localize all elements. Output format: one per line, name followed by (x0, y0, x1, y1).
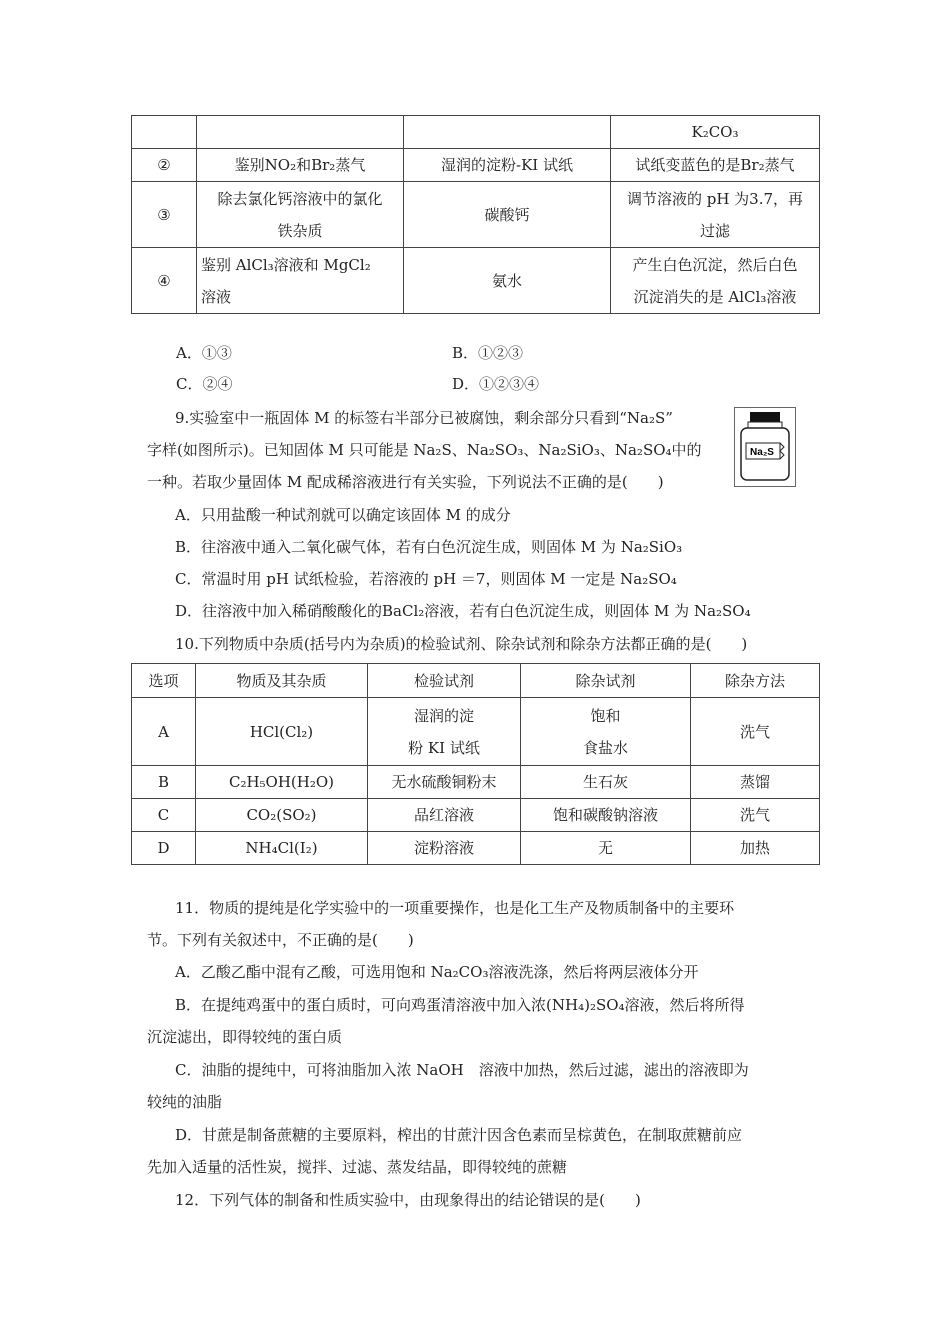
table-row (132, 116, 820, 149)
q9-stem-line3: 一种。若取少量固体 M 配成稀溶液进行有关实验，下列说法不正确的是( ) (147, 473, 664, 491)
cell-line: 鉴别 AlCl₃溶液和 MgCl₂ (201, 255, 371, 274)
header-removal-reagent: 除杂试剂 (521, 664, 691, 698)
q9-option-b: B．往溶液中通入二氧化碳气体，若有白色沉淀生成，则固体 M 为 Na₂SiO₃ (175, 538, 683, 556)
cell-removal-method: 加热 (691, 832, 820, 865)
q12-stem: 12．下列气体的制备和性质实验中，由现象得出的结论错误的是( ) (175, 1191, 641, 1209)
cell-removal-reagent: 无 (521, 832, 691, 865)
reagent-table-continued (131, 115, 820, 314)
cell-line: 铁杂质 (277, 221, 323, 240)
bottle-label-text: Na₂S (750, 447, 774, 458)
q9-option-a: A．只用盐酸一种试剂就可以确定该固体 M 的成分 (175, 506, 511, 524)
q11-option-c-line1: C．油脂的提纯中，可将油脂加入浓 NaOH 溶液中加热，然后过滤，滤出的溶液即为 (175, 1061, 749, 1079)
q11-option-c-line2: 较纯的油脂 (147, 1093, 223, 1111)
q11-stem-line2: 节。下列有关叙述中，不正确的是( ) (147, 931, 414, 949)
cell-result (611, 248, 820, 314)
cell-test-reagent: 无水硫酸铜粉末 (368, 766, 521, 799)
cell-result: K₂CO₃ (611, 116, 820, 149)
cell-reagent (404, 116, 611, 149)
cell-test-reagent: 淀粉溶液 (368, 832, 521, 865)
cell-substance: CO₂(SO₂) (196, 799, 368, 832)
q9-stem-line2: 字样(如图所示)。已知固体 M 只可能是 Na₂S、Na₂SO₃、Na₂SiO₃、Na₂SO₄中的 (147, 441, 702, 459)
cell-num: ③ (132, 182, 197, 248)
cell-purpose (197, 248, 404, 314)
q9-option-d: D．往溶液中加入稀硝酸酸化的BaCl₂溶液，若有白色沉淀生成，则固体 M 为 Na₂SO₄ (175, 602, 751, 620)
q8-option-c: C．②④ (176, 375, 233, 393)
cell-num (132, 116, 197, 149)
cell-option: C (132, 799, 196, 832)
cell-test-reagent: 品红溶液 (368, 799, 521, 832)
q9-stem-line1: 9.实验室中一瓶固体 M 的标签右半部分已被腐蚀，剩余部分只看到“Na₂S” (175, 409, 673, 427)
cell-option: A (132, 698, 196, 766)
cell-purpose (197, 116, 404, 149)
cell-num: ④ (132, 248, 197, 314)
cell-removal-reagent (521, 698, 691, 766)
cell-line: 粉 KI 试纸 (408, 738, 480, 757)
q8-option-a: A．①③ (176, 344, 232, 362)
cell-line: 溶液 (201, 287, 232, 306)
cell-test-reagent (368, 698, 521, 766)
cell-removal-reagent: 生石灰 (521, 766, 691, 799)
cell-removal-method: 蒸馏 (691, 766, 820, 799)
cell-reagent: 氨水 (404, 248, 611, 314)
q11-option-d-line1: D．甘蔗是制备蔗糖的主要原料，榨出的甘蔗汁因含色素而呈棕黄色，在制取蔗糖前应 (175, 1126, 743, 1144)
cell-line: 产生白色沉淀，然后白色 (632, 255, 798, 274)
cell-removal-method: 洗气 (691, 799, 820, 832)
cell-line: 湿润的淀 (413, 706, 474, 725)
cell-num: ② (132, 149, 197, 182)
q11-option-b-line1: B．在提纯鸡蛋中的蛋白质时，可向鸡蛋清溶液中加入浓(NH₄)₂SO₄溶液，然后将所得 (175, 996, 745, 1014)
cell-purpose: 鉴别NO₂和Br₂蒸气 (197, 149, 404, 182)
table-row (132, 182, 820, 248)
header-substance: 物质及其杂质 (196, 664, 368, 698)
cell-line: 调节溶液的 pH 为3.7，再 (626, 189, 804, 208)
impurity-table (131, 663, 820, 865)
q11-option-b-line2: 沉淀滤出，即得较纯的蛋白质 (147, 1028, 343, 1046)
cell-result: 试纸变蓝色的是Br₂蒸气 (611, 149, 820, 182)
cell-line: 过滤 (699, 221, 730, 240)
header-option: 选项 (132, 664, 196, 698)
q9-option-c: C．常温时用 pH 试纸检验，若溶液的 pH ＝7，则固体 M 一定是 Na₂SO₄ (175, 570, 677, 588)
q11-option-d-line2: 先加入适量的活性炭，搅拌、过滤、蒸发结晶，即得较纯的蔗糖 (147, 1158, 568, 1176)
header-removal-method: 除杂方法 (691, 664, 820, 698)
q11-option-a: A．乙酸乙酯中混有乙酸，可选用饱和 Na₂CO₃溶液洗涤，然后将两层液体分开 (175, 963, 699, 981)
q8-option-d: D．①②③④ (452, 375, 540, 393)
table-row (132, 832, 820, 865)
cell-option: D (132, 832, 196, 865)
table-row (132, 248, 820, 314)
table-row (132, 149, 820, 182)
cell-result (611, 182, 820, 248)
cell-line: 饱和 (590, 706, 621, 725)
q10-stem: 10.下列物质中杂质(括号内为杂质)的检验试剂、除杂试剂和除杂方法都正确的是( ) (175, 635, 748, 653)
cell-removal-reagent: 饱和碳酸钠溶液 (521, 799, 691, 832)
q11-stem-line1: 11．物质的提纯是化学实验中的一项重要操作，也是化工生产及物质制备中的主要环 (175, 899, 735, 917)
table-row (132, 698, 820, 766)
cell-substance: C₂H₅OH(H₂O) (196, 766, 368, 799)
reagent-bottle-icon (734, 407, 796, 487)
cell-line: 食盐水 (582, 738, 628, 757)
table-row (132, 799, 820, 832)
cell-removal-method: 洗气 (691, 698, 820, 766)
q8-option-b: B．①②③ (452, 344, 524, 362)
cell-option: B (132, 766, 196, 799)
cell-substance: NH₄Cl(I₂) (196, 832, 368, 865)
cell-reagent: 湿润的淀粉-KI 试纸 (404, 149, 611, 182)
header-test-reagent: 检验试剂 (368, 664, 521, 698)
cell-line: 除去氯化钙溶液中的氯化 (217, 189, 383, 208)
cell-line: 沉淀消失的是 AlCl₃溶液 (633, 287, 797, 306)
cell-reagent: 碳酸钙 (404, 182, 611, 248)
cell-purpose (197, 182, 404, 248)
table-row (132, 766, 820, 799)
cell-substance: HCl(Cl₂) (196, 698, 368, 766)
table-header-row (132, 664, 820, 698)
